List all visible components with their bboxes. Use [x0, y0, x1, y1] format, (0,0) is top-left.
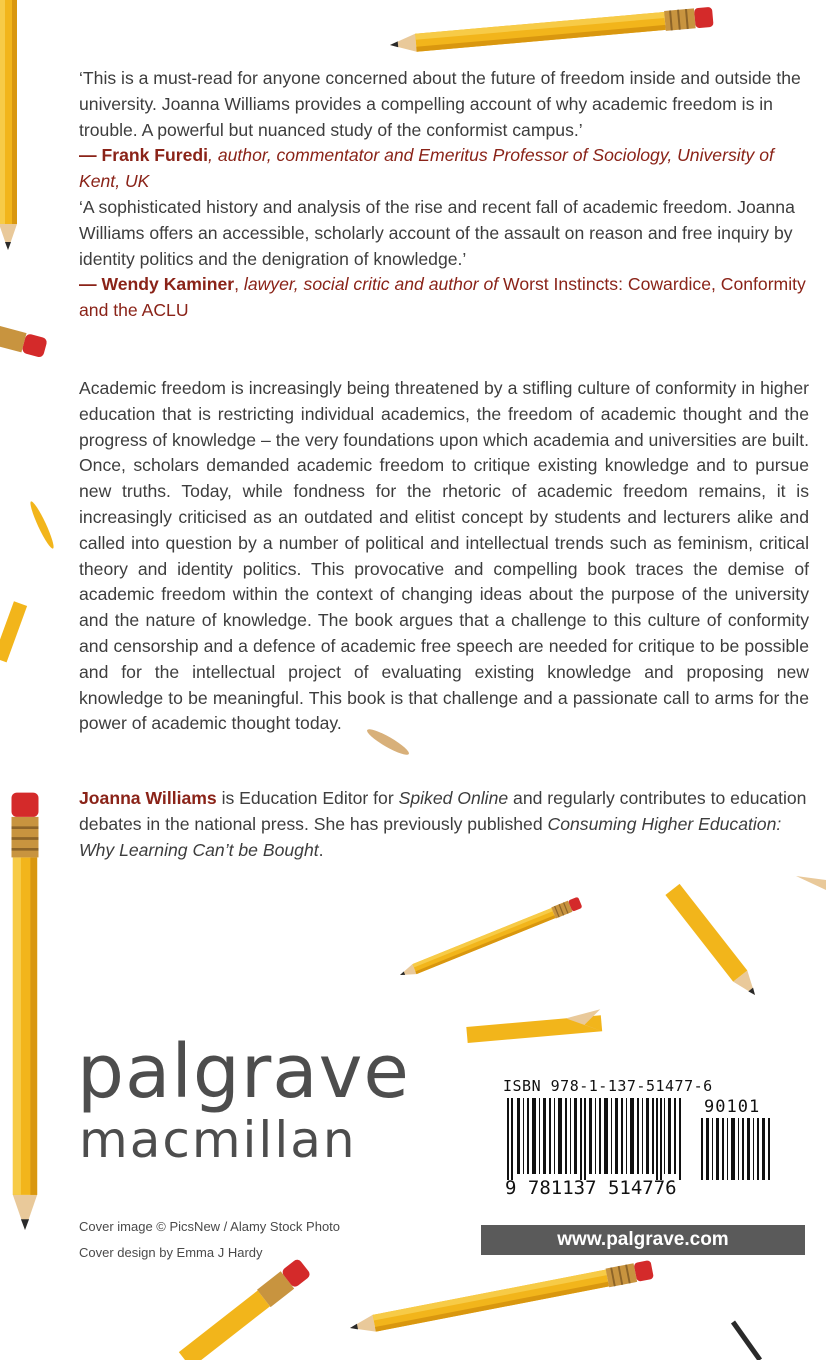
quote-attribution-book: Worst Instincts: Cowardice, Conformity and the ACLU [79, 274, 806, 321]
quote-attribution-name: — Frank Furedi [79, 145, 209, 166]
pencil-shaving-1 [27, 500, 56, 551]
quote-kaminer [79, 195, 809, 324]
barcode-digits: 9 781137 514776 [505, 1177, 677, 1199]
bio-part2: and regularly contributes to education debates in the national press. She has previously published [79, 788, 807, 834]
quote-attribution-role: , author, commentator and Emeritus Professor of Sociology, University of Kent, UK [79, 145, 774, 192]
quote-text: ‘A sophisticated history and analysis of the rise and recent fall of academic freedom. Joanna Williams offers an accessible, scholarly account of the assault on reason and free inquiry by identity politics and the denigration of knowledge.’ [79, 197, 795, 269]
pencil-top [389, 7, 714, 55]
pencil-right-edge [796, 876, 826, 890]
cover-credits [79, 1214, 340, 1266]
pencil-broken-right [665, 884, 762, 1001]
bio-book-title: Consuming Higher Education: Why Learning Can’t be Bought [79, 813, 782, 860]
author-bio [79, 786, 809, 863]
bio-part1: is Education Editor for [216, 788, 399, 808]
pencil-graphite-bottom-right [733, 1322, 760, 1360]
pencil-mid-right [398, 897, 583, 981]
quote-text: ‘This is a must-read for anyone concerned about the future of freedom inside and outside the university. Joanna Williams provides a compelling account of why academic freedom is in trouble. A powerful but nuanced study of the conformist campus.’ [79, 68, 801, 140]
pencil-bottom [348, 1260, 654, 1337]
pencil-left-long [12, 793, 39, 1230]
publisher-url[interactable]: www.palgrave.com [481, 1225, 805, 1255]
quote-attribution-role: lawyer, social critic and author of [243, 274, 499, 295]
bio-end: . [318, 839, 324, 860]
publisher-logo-palgrave: palgrave [77, 1029, 410, 1115]
barcode-addon-number: 90101 [704, 1097, 761, 1117]
author-name: Joanna Williams [79, 788, 217, 808]
cover-design-credit: Cover design by Emma J Hardy [79, 1245, 263, 1260]
quote-attribution-name: — Wendy Kaminer [79, 274, 235, 295]
isbn-label: ISBN 978-1-137-51477-6 [503, 1077, 713, 1095]
pencil-left-vertical [0, 0, 18, 250]
quote-furedi [79, 66, 809, 195]
pencil-left-edge [0, 601, 27, 662]
cover-image-credit: Cover image © PicsNew / Alamy Stock Photo [79, 1219, 341, 1234]
bio-outlet: Spiked Online [398, 788, 509, 808]
pencil-bottom-left [178, 1258, 311, 1360]
quote-attribution-sep: , [234, 274, 244, 295]
publisher-logo-macmillan: macmillan [79, 1111, 357, 1169]
pencil-left-stub [0, 325, 48, 358]
book-blurb: Academic freedom is increasingly being threatened by a stifling culture of conformity in higher education that is restricting individual academics, the freedom of academic thought and the progress of knowledge – the very foundations upon which academia and universities are built. Once, scholars demanded academic freedom to critique existing knowledge and to pursue new truths. Today, while fondness for the rhetoric of academic freedom remains, it is increasingly criticised as an outdated and elitist concept by students and lecturers alike and called into question by a number of political and intellectual trends such as feminism, critical theory and identity politics. This provocative and compelling book traces the demise of academic freedom within the context of changing ideas about the purpose of the university and the nature of knowledge. The book argues that a challenge to this culture of conformity and censorship and a defence of academic free speech are needed for critique to be possible and for the intellectual project of evaluating existing knowledge and proposing new knowledge to be meaningful. This book is that challenge and a passionate call to arms for the power of academic thought today. [79, 378, 809, 734]
pencil-fragment [466, 1009, 602, 1043]
